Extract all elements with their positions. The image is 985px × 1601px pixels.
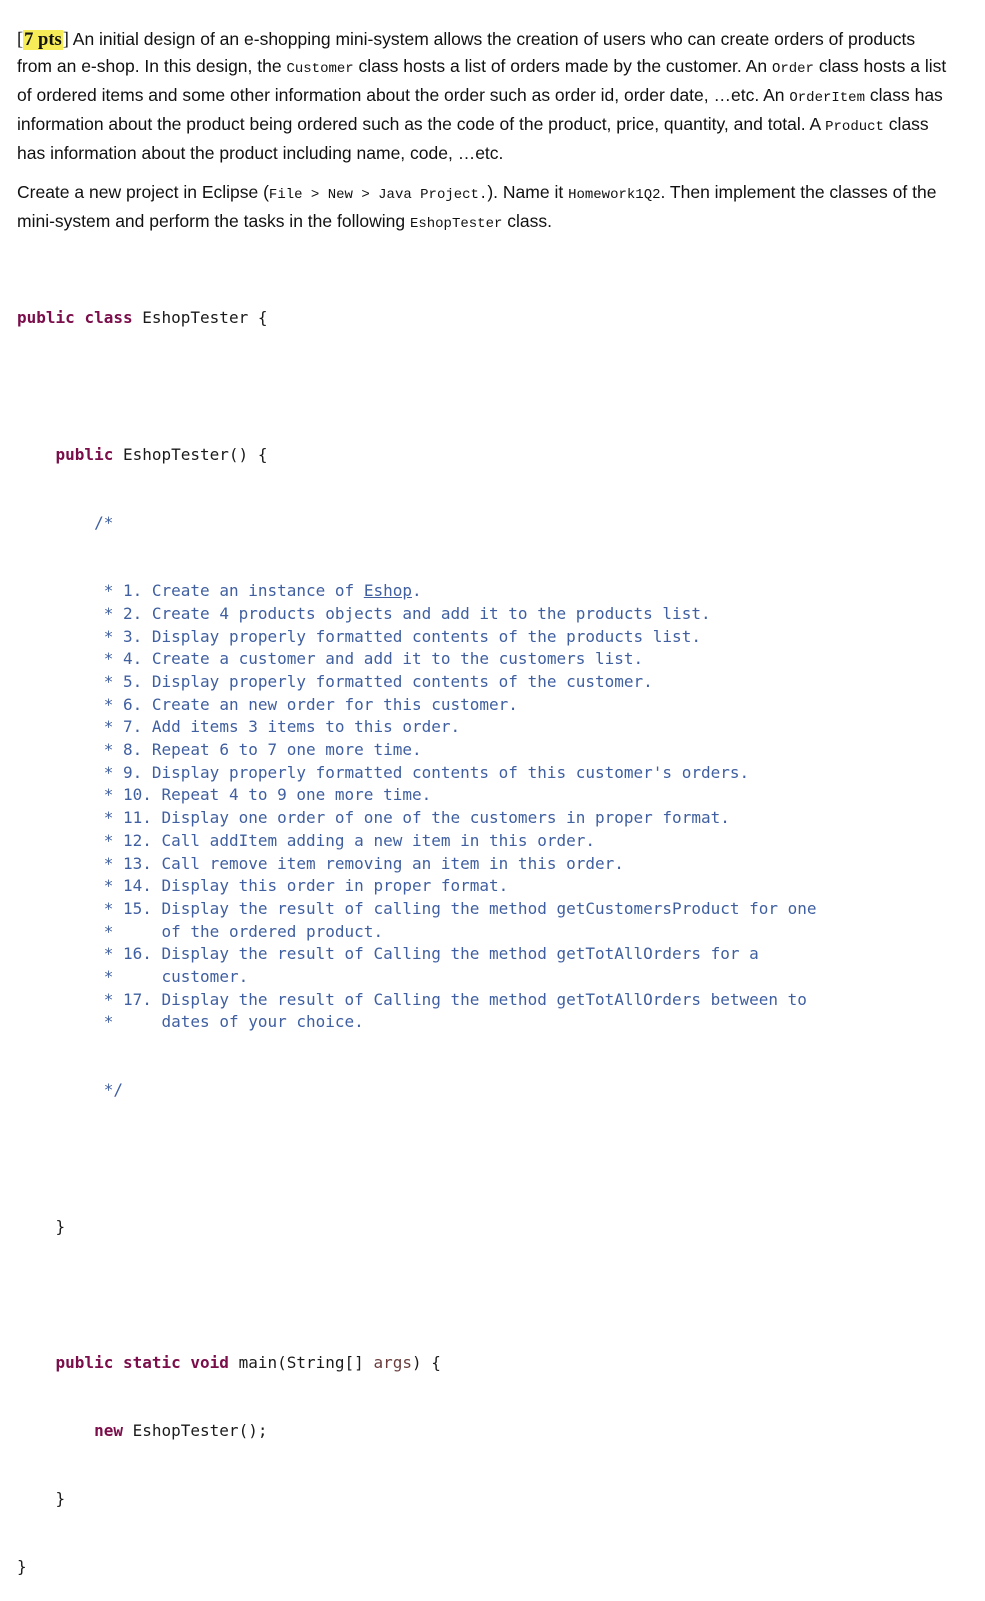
- task-text: .: [411, 581, 422, 601]
- points-badge: 7 pts: [24, 30, 62, 50]
- inline-code-product: Product: [825, 119, 884, 135]
- code-text: EshopTester();: [122, 1420, 268, 1440]
- comment-star: *: [103, 921, 114, 941]
- comment-star: *: [103, 830, 114, 850]
- code-comment-close: [17, 1079, 817, 1102]
- task-text: customer.: [122, 966, 249, 986]
- comment-star: *: [103, 581, 114, 601]
- code-listing: [17, 262, 817, 1601]
- task-text: 10. Repeat 4 to 9 one more time.: [122, 785, 432, 805]
- text: class hosts a list of orders made by the customer. An: [353, 56, 772, 76]
- task-text: 9. Display properly formatted contents of this customer's orders.: [122, 762, 750, 782]
- keyword: public: [17, 308, 75, 328]
- task-text: 15. Display the result of calling the method getCustomersProduct for one: [122, 898, 817, 918]
- code-task-line: [17, 671, 817, 694]
- task-text: 6. Create an new order for this customer.: [122, 694, 518, 714]
- comment-star: *: [103, 785, 114, 805]
- text: ). Name it: [487, 182, 569, 202]
- code-task-line: [17, 580, 817, 603]
- code-task-line: [17, 626, 817, 649]
- task-text: 13. Call remove item removing an item in this order.: [122, 853, 624, 873]
- comment-star: *: [103, 989, 114, 1009]
- task-text: dates of your choice.: [122, 1012, 364, 1032]
- code-text: EshopTester {: [132, 308, 268, 328]
- keyword: new: [94, 1420, 123, 1440]
- problem-statement: [17, 26, 952, 237]
- code-task-line: [17, 603, 817, 626]
- comment-star: *: [103, 944, 114, 964]
- comment-star: *: [103, 603, 114, 623]
- code-task-line: [17, 762, 817, 785]
- task-text: 5. Display properly formatted contents of the customer.: [122, 672, 653, 692]
- keyword: class: [84, 308, 133, 328]
- comment-star: *: [103, 853, 114, 873]
- code-class-declaration: [17, 307, 817, 330]
- code-task-line: [17, 989, 817, 1012]
- text: Create a new project in Eclipse (: [17, 182, 269, 202]
- task-text: of the ordered product.: [122, 921, 384, 941]
- code-text: main(String[]: [228, 1352, 374, 1372]
- task-underlined-term: Eshop: [363, 581, 412, 601]
- code-main-close: [17, 1488, 817, 1511]
- inline-code-customer: Customer: [286, 61, 354, 77]
- code-task-line: [17, 921, 817, 944]
- comment-star: *: [103, 808, 114, 828]
- inline-code-menu-path: File > New > Java Project.: [268, 187, 488, 203]
- code-arg: args: [373, 1352, 412, 1372]
- text: class has information about the product being ordered such as the code of the product, price, quantity, and total. A: [17, 85, 943, 134]
- comment-star: *: [103, 672, 114, 692]
- comment-star: *: [103, 966, 114, 986]
- code-blank: [17, 376, 817, 399]
- inline-code-orderitem: OrderItem: [789, 90, 865, 106]
- text: . Then implement the classes of the mini-system and perform the tasks in the following: [17, 182, 937, 231]
- code-task-line: [17, 898, 817, 921]
- comment-star: *: [103, 626, 114, 646]
- task-text: 8. Repeat 6 to 7 one more time.: [122, 740, 422, 760]
- task-text: 2. Create 4 products objects and add it to the products list.: [122, 603, 711, 623]
- code-task-line: [17, 807, 817, 830]
- keyword: void: [190, 1352, 229, 1372]
- comment-star: *: [103, 717, 114, 737]
- comment-star: *: [103, 740, 114, 760]
- task-text: 16. Display the result of Calling the method getTotAllOrders for a: [122, 944, 759, 964]
- text: class.: [502, 211, 552, 231]
- code-task-line: [17, 716, 817, 739]
- code-text: }: [55, 1216, 66, 1236]
- code-task-list: [17, 580, 817, 1034]
- code-blank: [17, 1284, 817, 1307]
- code-new-instance: [17, 1420, 817, 1443]
- code-task-line: [17, 694, 817, 717]
- code-task-line: [17, 943, 817, 966]
- inline-code-eshoptester: EshopTester: [409, 216, 503, 232]
- code-text: }: [17, 1557, 27, 1577]
- comment-star: *: [103, 898, 114, 918]
- task-text: 11. Display one order of one of the customers in proper format.: [122, 808, 730, 828]
- text: class hosts a list of ordered items and some other information about the order such as order id, order date, …etc. An: [17, 56, 947, 105]
- comment-star: *: [103, 762, 114, 782]
- text: An initial design of an e-shopping mini-system allows the creation of users who can create orders of products from an e-shop. In this design, the: [17, 29, 916, 76]
- code-task-line: [17, 853, 817, 876]
- task-text: 12. Call addItem adding a new item in this order.: [122, 830, 595, 850]
- code-text: /*: [94, 513, 114, 533]
- code-main-declaration: [17, 1352, 817, 1375]
- task-text: 14. Display this order in proper format.: [122, 876, 509, 896]
- task-text: 3. Display properly formatted contents of the products list.: [122, 626, 701, 646]
- inline-code-project-name: Homework1Q2: [568, 187, 661, 203]
- code-task-line: [17, 648, 817, 671]
- keyword: public: [55, 1352, 114, 1372]
- task-text: 4. Create a customer and add it to the customers list.: [122, 649, 644, 669]
- keyword: static: [122, 1352, 181, 1372]
- code-class-close: [17, 1556, 817, 1579]
- task-text: 1. Create an instance of: [122, 581, 364, 601]
- keyword: public: [55, 445, 114, 465]
- code-blank: [17, 1148, 817, 1171]
- code-task-line: [17, 966, 817, 989]
- code-constructor-declaration: [17, 444, 817, 467]
- inline-code-order: Order: [771, 61, 814, 77]
- code-comment-open: [17, 512, 817, 535]
- comment-star: *: [103, 694, 114, 714]
- code-text: */: [103, 1080, 123, 1100]
- problem-intro-paragraph: [7 pts] An initial design of an e-shopping mini-system allows the creation of users who can create orders of products from an e-shop. In this design, the Customer class hosts a list of orders made by the customer. An Order class hosts a list of ordered items and some other information about the order such as order id, order date, …etc. An OrderItem class has information about the product being ordered such as the code of the product, price, quantity, and total. A Product class has information about the product including name, code, …etc.: [17, 29, 947, 163]
- code-text: }: [55, 1489, 66, 1508]
- code-constructor-close: [17, 1216, 817, 1239]
- code-task-line: [17, 830, 817, 853]
- code-task-line: [17, 1011, 817, 1034]
- comment-star: *: [103, 876, 114, 896]
- code-task-line: [17, 784, 817, 807]
- code-task-line: [17, 875, 817, 898]
- comment-star: *: [103, 1012, 114, 1032]
- task-text: 7. Add items 3 items to this order.: [122, 717, 461, 737]
- task-text: 17. Display the result of Calling the method getTotAllOrders between to: [122, 989, 807, 1009]
- code-text: EshopTester() {: [113, 445, 268, 465]
- code-task-line: [17, 739, 817, 762]
- problem-instructions-paragraph: [17, 179, 952, 237]
- text: class has information about the product including name, code, …etc.: [17, 114, 929, 163]
- code-text: ) {: [411, 1352, 441, 1372]
- comment-star: *: [103, 649, 114, 669]
